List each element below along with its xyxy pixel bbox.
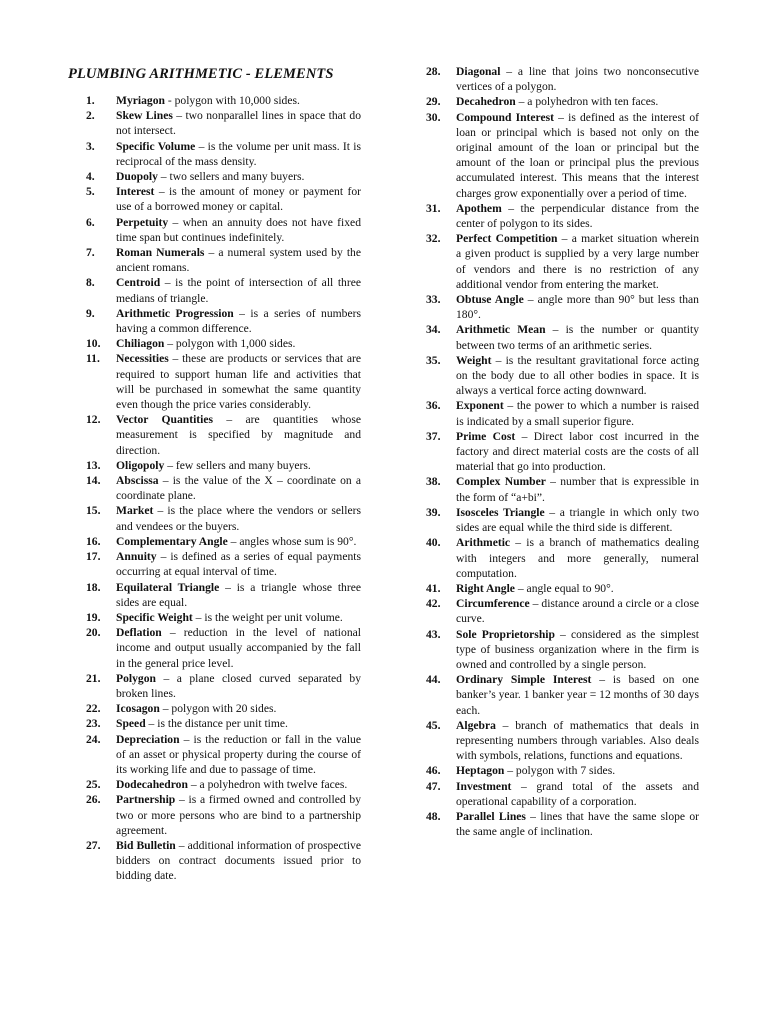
item-term: Arithmetic Progression xyxy=(116,306,234,320)
item-term: Perpetuity xyxy=(116,215,169,229)
list-item xyxy=(86,792,361,838)
item-number: 21. xyxy=(86,671,101,685)
item-definition: – is a triangle whose three sides are equal. xyxy=(116,580,361,609)
list-item xyxy=(426,353,699,399)
list-item xyxy=(426,398,699,428)
item-term: Annuity xyxy=(116,550,157,564)
item-term: Roman Numerals xyxy=(116,246,205,260)
item-term: Deflation xyxy=(116,626,162,640)
item-definition: - polygon with 10,000 sides. xyxy=(164,94,300,107)
item-body xyxy=(116,108,361,138)
list-item xyxy=(426,292,699,322)
item-definition: – is the resultant gravitational force acting on the body due to all other bodies in space. It is always a vertical force acting downward. xyxy=(456,353,699,398)
item-term: Apothem xyxy=(456,201,502,215)
item-definition: – is defined as the interest of loan or principal which is based not only on the original amount of the loan or principal but the amount of the loan or principal plus the previous accumulated interest. This means that the interest charges grow exponentially over a period of time. xyxy=(456,110,699,200)
item-term: Isosceles Triangle xyxy=(456,505,545,519)
item-number: 33. xyxy=(426,293,441,307)
item-number: 15. xyxy=(86,504,101,518)
item-body xyxy=(456,94,699,109)
list-item xyxy=(86,215,361,245)
item-term: Depreciation xyxy=(116,732,180,746)
left-column xyxy=(86,93,361,884)
item-body xyxy=(116,777,361,792)
item-definition: – branch of mathematics that deals in representing numbers through variables. Also deals with symbols, relations, functions and equations. xyxy=(456,718,699,763)
list-item xyxy=(426,231,699,292)
item-term: Oligopoly xyxy=(116,458,165,472)
item-definition: – is the reduction or fall in the value of an asset or physical property during the course of its working life and due to passage of time. xyxy=(116,732,361,776)
item-term: Equilateral Triangle xyxy=(116,580,220,594)
item-number: 42. xyxy=(426,597,441,611)
item-body xyxy=(456,581,699,596)
item-term: Abscissa xyxy=(116,474,159,488)
list-item xyxy=(426,94,699,109)
item-term: Compound Interest xyxy=(456,110,554,124)
item-number: 19. xyxy=(86,610,101,624)
item-body xyxy=(116,838,361,884)
item-number: 20. xyxy=(86,626,101,640)
item-body xyxy=(116,625,361,671)
list-item xyxy=(86,549,361,579)
item-definition: – is a series of numbers having a common difference. xyxy=(116,306,361,336)
list-item xyxy=(86,610,361,625)
item-definition: – a polyhedron with ten faces. xyxy=(515,95,659,109)
list-item xyxy=(86,458,361,473)
list-item xyxy=(86,838,361,884)
list-item xyxy=(426,596,699,626)
item-definition: – is the point of intersection of all three medians of triangle. xyxy=(116,276,361,305)
item-body xyxy=(456,718,699,764)
list-item xyxy=(86,336,361,351)
item-term: Obtuse Angle xyxy=(456,293,524,307)
item-definition: – grand total of the assets and operational capability of a corporation. xyxy=(456,779,699,808)
item-term: Sole Proprietorship xyxy=(456,627,555,641)
item-body xyxy=(456,474,699,504)
item-body xyxy=(116,610,361,625)
item-term: Icosagon xyxy=(116,702,160,716)
item-definition: – angle more than 90° but less than 180°. xyxy=(456,293,699,322)
item-term: Weight xyxy=(456,353,492,367)
list-item xyxy=(426,505,699,535)
list-item xyxy=(426,581,699,596)
item-body xyxy=(456,596,699,626)
item-term: Centroid xyxy=(116,276,161,290)
item-body xyxy=(116,215,361,245)
list-item xyxy=(86,580,361,610)
item-term: Exponent xyxy=(456,399,504,413)
item-definition: – is defined as a series of equal payments occurring at equal interval of time. xyxy=(116,550,361,579)
item-definition: – the power to which a number is raised is indicated by a small superior figure. xyxy=(456,399,699,428)
item-definition: – is the number or quantity between two terms of an arithmetic series. xyxy=(456,323,699,352)
item-number: 36. xyxy=(426,399,441,413)
item-definition: – two sellers and many buyers. xyxy=(157,170,305,184)
item-number: 39. xyxy=(426,505,441,519)
item-body xyxy=(116,792,361,838)
item-number: 29. xyxy=(426,95,441,109)
item-definition: – Direct labor cost incurred in the factory and direct material costs are the costs of all material that go into production. xyxy=(456,429,699,474)
item-body xyxy=(456,535,699,581)
item-number: 1. xyxy=(86,94,95,107)
list-item xyxy=(426,474,699,504)
item-number: 46. xyxy=(426,764,441,778)
item-number: 27. xyxy=(86,838,101,852)
item-number: 14. xyxy=(86,474,101,488)
item-body xyxy=(456,672,699,718)
list-item xyxy=(426,779,699,809)
list-item xyxy=(426,322,699,352)
item-definition: – considered as the simplest type of business organization where in the firm is owned and controlled by a single person. xyxy=(456,627,699,671)
list-item xyxy=(86,503,361,533)
list-item xyxy=(426,64,699,94)
list-item xyxy=(86,351,361,412)
item-definition: – is a branch of mathematics dealing with integers and more generally, numeral computation. xyxy=(456,536,699,580)
item-number: 17. xyxy=(86,550,101,564)
item-definition: – is a firmed owned and controlled by two or more persons who are bind to a partnership agreement. xyxy=(116,793,361,837)
item-body xyxy=(456,779,699,809)
item-term: Interest xyxy=(116,185,155,199)
list-item xyxy=(86,275,361,305)
list-item xyxy=(426,535,699,581)
item-number: 32. xyxy=(426,232,441,246)
item-number: 48. xyxy=(426,809,441,823)
item-term: Necessities xyxy=(116,352,169,366)
item-number: 30. xyxy=(426,110,441,124)
item-body xyxy=(456,809,699,839)
list-item xyxy=(86,625,361,671)
document-title: PLUMBING ARITHMETIC - ELEMENTS xyxy=(68,66,334,82)
item-term: Chiliagon xyxy=(116,337,165,351)
item-term: Market xyxy=(116,504,154,518)
item-term: Bid Bulletin xyxy=(116,838,176,852)
item-definition: – these are products or services that are required to support human life and activities that will be purchased in somewhat the same quantity even though the price varies considerably. xyxy=(116,352,361,412)
item-term: Ordinary Simple Interest xyxy=(456,673,592,687)
list-item xyxy=(426,672,699,718)
item-body xyxy=(116,458,361,473)
item-definition: – angle equal to 90°. xyxy=(514,581,614,595)
item-definition: – a polyhedron with twelve faces. xyxy=(187,778,348,792)
item-definition: – lines that have the same slope or the same angle of inclination. xyxy=(456,809,699,839)
list-item xyxy=(86,732,361,778)
item-number: 40. xyxy=(426,536,441,550)
item-definition: – is the amount of money or payment for use of a borrowed money or capital. xyxy=(116,185,361,214)
item-definition: – number that is expressible in the form of “a+bi”. xyxy=(456,475,699,504)
item-definition: – a triangle in which only two sides are equal while the third side is different. xyxy=(456,505,699,535)
list-item xyxy=(86,169,361,184)
item-definition: – reduction in the level of national income and output usually accompanied by the fall in the general price level. xyxy=(116,626,361,670)
item-definition: – a market situation wherein a given product is supplied by a very large number of vendors and there is no restriction of any additional vendor from entering the market. xyxy=(456,232,699,291)
item-definition: – distance around a circle or a close curve. xyxy=(456,597,699,626)
item-number: 37. xyxy=(426,429,441,443)
item-body xyxy=(116,306,361,336)
item-body xyxy=(116,93,361,108)
item-term: Decahedron xyxy=(456,95,516,109)
item-number: 12. xyxy=(86,413,101,427)
list-item xyxy=(426,718,699,764)
item-body xyxy=(116,184,361,214)
item-term: Prime Cost xyxy=(456,429,516,443)
item-number: 8. xyxy=(86,276,95,290)
right-column xyxy=(426,64,699,839)
item-definition: – is the weight per unit volume. xyxy=(192,610,343,624)
item-term: Investment xyxy=(456,779,512,793)
item-body xyxy=(456,763,699,778)
item-number: 4. xyxy=(86,170,95,184)
list-item xyxy=(426,429,699,475)
item-number: 44. xyxy=(426,673,441,687)
item-number: 35. xyxy=(426,353,441,367)
item-definition: – two nonparallel lines in space that do not intersect. xyxy=(116,109,361,138)
list-item xyxy=(86,412,361,458)
item-body xyxy=(116,245,361,275)
item-term: Heptagon xyxy=(456,764,505,778)
item-number: 6. xyxy=(86,215,95,229)
item-term: Dodecahedron xyxy=(116,778,188,792)
list-item xyxy=(86,777,361,792)
item-definition: – angles whose sum is 90°. xyxy=(227,534,357,548)
item-definition: – is the value of the X – coordinate on a coordinate plane. xyxy=(116,474,361,503)
item-term: Arithmetic xyxy=(456,536,511,550)
item-number: 23. xyxy=(86,717,101,731)
item-definition: – a line that joins two nonconsecutive vertices of a polygon. xyxy=(456,65,699,94)
item-body xyxy=(456,322,699,352)
item-number: 38. xyxy=(426,475,441,489)
item-number: 3. xyxy=(86,139,95,153)
list-item xyxy=(426,809,699,839)
item-body xyxy=(456,292,699,322)
item-body xyxy=(116,139,361,169)
item-body xyxy=(116,473,361,503)
item-number: 47. xyxy=(426,779,441,793)
item-body xyxy=(116,732,361,778)
list-item xyxy=(86,245,361,275)
list-item xyxy=(86,534,361,549)
item-term: Duopoly xyxy=(116,170,158,184)
item-body xyxy=(116,503,361,533)
item-body xyxy=(116,351,361,412)
list-item xyxy=(86,716,361,731)
item-body xyxy=(456,627,699,673)
item-body xyxy=(456,201,699,231)
item-body xyxy=(116,336,361,351)
list-item xyxy=(426,201,699,231)
item-body xyxy=(116,549,361,579)
item-body xyxy=(456,110,699,201)
item-number: 45. xyxy=(426,718,441,732)
item-number: 28. xyxy=(426,65,441,78)
item-body xyxy=(116,580,361,610)
item-body xyxy=(456,429,699,475)
item-definition: – is the place where the vendors or sellers and vendees or the buyers. xyxy=(116,504,361,533)
item-number: 31. xyxy=(426,201,441,215)
item-definition: – is the distance per unit time. xyxy=(145,717,288,731)
item-number: 5. xyxy=(86,185,95,199)
item-number: 13. xyxy=(86,458,101,472)
item-definition: – the perpendicular distance from the center of polygon to its sides. xyxy=(456,201,699,231)
item-number: 10. xyxy=(86,337,101,351)
item-body xyxy=(456,398,699,428)
item-term: Specific Volume xyxy=(116,139,196,153)
list-item xyxy=(86,184,361,214)
item-number: 18. xyxy=(86,580,101,594)
item-number: 11. xyxy=(86,352,100,366)
list-item xyxy=(426,763,699,778)
item-definition: – are quantities whose measurement is specified by magnitude and direction. xyxy=(116,413,362,457)
list-item xyxy=(426,110,699,201)
item-definition: – a numeral system used by the ancient romans. xyxy=(116,246,361,275)
list-item xyxy=(86,671,361,701)
item-definition: – polygon with 1,000 sides. xyxy=(164,337,296,351)
item-body xyxy=(456,505,699,535)
item-body xyxy=(116,701,361,716)
item-term: Specific Weight xyxy=(116,610,193,624)
item-number: 25. xyxy=(86,778,101,792)
item-number: 34. xyxy=(426,323,441,337)
list-item xyxy=(86,473,361,503)
list-item xyxy=(86,108,361,138)
item-body xyxy=(116,275,361,305)
item-number: 16. xyxy=(86,534,101,548)
item-definition: – is the volume per unit mass. It is reciprocal of the mass density. xyxy=(116,139,362,168)
list-item xyxy=(86,93,361,108)
item-definition: – polygon with 20 sides. xyxy=(159,702,277,716)
item-term: Vector Quantities xyxy=(116,413,214,427)
item-body xyxy=(456,231,699,292)
item-body xyxy=(456,64,699,94)
item-term: Circumference xyxy=(456,597,530,611)
item-term: Parallel Lines xyxy=(456,809,526,823)
item-term: Perfect Competition xyxy=(456,232,558,246)
item-term: Diagonal xyxy=(456,65,501,78)
item-definition: – is based on one banker’s year. 1 banker year = 12 months of 30 days each. xyxy=(456,673,699,717)
list-item xyxy=(86,306,361,336)
item-term: Arithmetic Mean xyxy=(456,323,546,337)
item-body xyxy=(456,353,699,399)
item-definition: – polygon with 7 sides. xyxy=(504,764,616,778)
item-number: 43. xyxy=(426,627,441,641)
item-term: Right Angle xyxy=(456,581,515,595)
item-definition: – additional information of prospective bidders on contract documents issued prior to bidding date. xyxy=(116,838,361,883)
item-number: 41. xyxy=(426,581,441,595)
item-term: Complex Number xyxy=(456,475,546,489)
list-item xyxy=(86,139,361,169)
item-term: Myriagon xyxy=(116,94,165,107)
item-number: 2. xyxy=(86,109,95,123)
item-definition: – a plane closed curved separated by broken lines. xyxy=(116,671,361,700)
item-number: 26. xyxy=(86,793,101,807)
item-body xyxy=(116,169,361,184)
list-item xyxy=(86,701,361,716)
item-body xyxy=(116,671,361,701)
item-body xyxy=(116,412,361,458)
item-term: Skew Lines xyxy=(116,109,173,123)
item-number: 24. xyxy=(86,732,101,746)
item-number: 9. xyxy=(86,306,95,320)
item-definition: – few sellers and many buyers. xyxy=(164,458,311,472)
item-term: Algebra xyxy=(456,718,496,732)
item-definition: – when an annuity does not have fixed time span but continues indefinitely. xyxy=(116,215,361,244)
item-body xyxy=(116,716,361,731)
list-item xyxy=(426,627,699,673)
item-term: Polygon xyxy=(116,671,156,685)
item-number: 7. xyxy=(86,246,95,260)
item-term: Complementary Angle xyxy=(116,534,228,548)
item-term: Partnership xyxy=(116,793,176,807)
item-body xyxy=(116,534,361,549)
item-number: 22. xyxy=(86,702,101,716)
item-term: Speed xyxy=(116,717,146,731)
